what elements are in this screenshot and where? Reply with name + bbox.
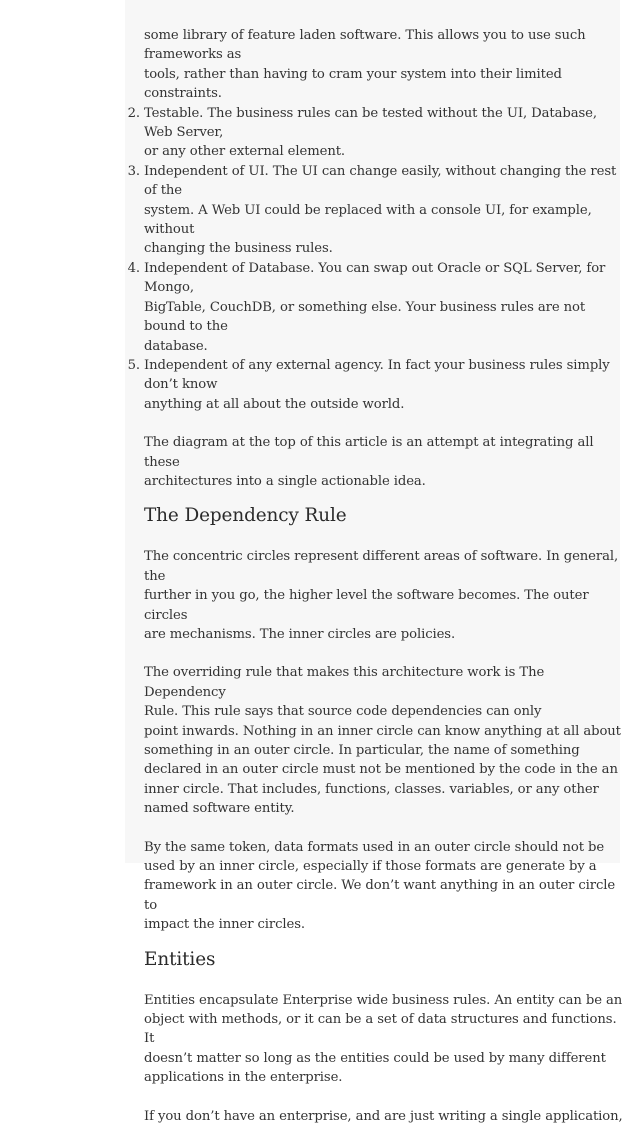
entities-paragraph-2: If you don’t have an enterprise, and are just writing a single application, bbox=[144, 1108, 623, 1124]
article-body bbox=[127, 26, 624, 1126]
dependency-paragraph-1: The concentric circles represent different areas of software. In general, the further in you go, the higher level the software becomes. The outer circles are mechanisms. The inner circles are policies. bbox=[144, 549, 619, 642]
entities-paragraph-1: Entities encapsulate Enterprise wide business rules. An entity can be an object with methods, or it can be a set of data structures and functions. It doesn’t matter so long as the entities could be used by many different applications in the enterprise. bbox=[144, 992, 623, 1086]
list-item bbox=[127, 356, 624, 414]
list-item-text: Testable. The business rules can be tested without the UI, Database, Web Server, or any other external element. bbox=[144, 105, 597, 160]
benefits-list bbox=[127, 104, 624, 415]
list-item-number: 3. bbox=[127, 163, 140, 179]
list-item bbox=[127, 104, 624, 162]
section-heading-dependency-rule: The Dependency Rule bbox=[144, 505, 347, 527]
list-item-text: Independent of Database. You can swap out Oracle or SQL Server, for Mongo, BigTable, CouchDB, or something else. Your business rules are not bound to the database. bbox=[144, 260, 606, 354]
dependency-paragraph-2: The overriding rule that makes this architecture work is The Dependency Rule. This rule says that source code dependencies can only point inwards. Nothing in an inner circle can know anything at all about something in an outer circle. In particular, the name of something declared in an outer circle must not be mentioned by the code in the an inner circle. That includes, functions, classes. variables, or any other named software entity. bbox=[144, 665, 621, 817]
list-item-number: 2. bbox=[127, 105, 140, 121]
dependency-paragraph-3: By the same token, data formats used in an outer circle should not be used by an inner circle, especially if those formats are generate by a framework in an outer circle. We don’t want anything in an outer circle to impact the inner circles. bbox=[144, 839, 616, 933]
diagram-paragraph: The diagram at the top of this article is an attempt at integrating all these architectures into a single actionable idea. bbox=[144, 435, 594, 489]
list-item bbox=[127, 259, 624, 356]
list-item-text: Independent of UI. The UI can change easily, without changing the rest of the system. A Web UI could be replaced with a console UI, for example, without changing the business rules. bbox=[144, 163, 617, 257]
section-heading-entities: Entities bbox=[144, 948, 216, 970]
list-item-number: 5. bbox=[127, 357, 140, 373]
list-item-text: Independent of any external agency. In fact your business rules simply don’t know anything at all about the outside world. bbox=[144, 357, 610, 412]
intro-paragraph: some library of feature laden software. This allows you to use such frameworks as tools, rather than having to cram your system into their limited constraints. bbox=[144, 28, 586, 102]
list-item bbox=[127, 162, 624, 259]
list-item-number: 4. bbox=[127, 260, 140, 276]
